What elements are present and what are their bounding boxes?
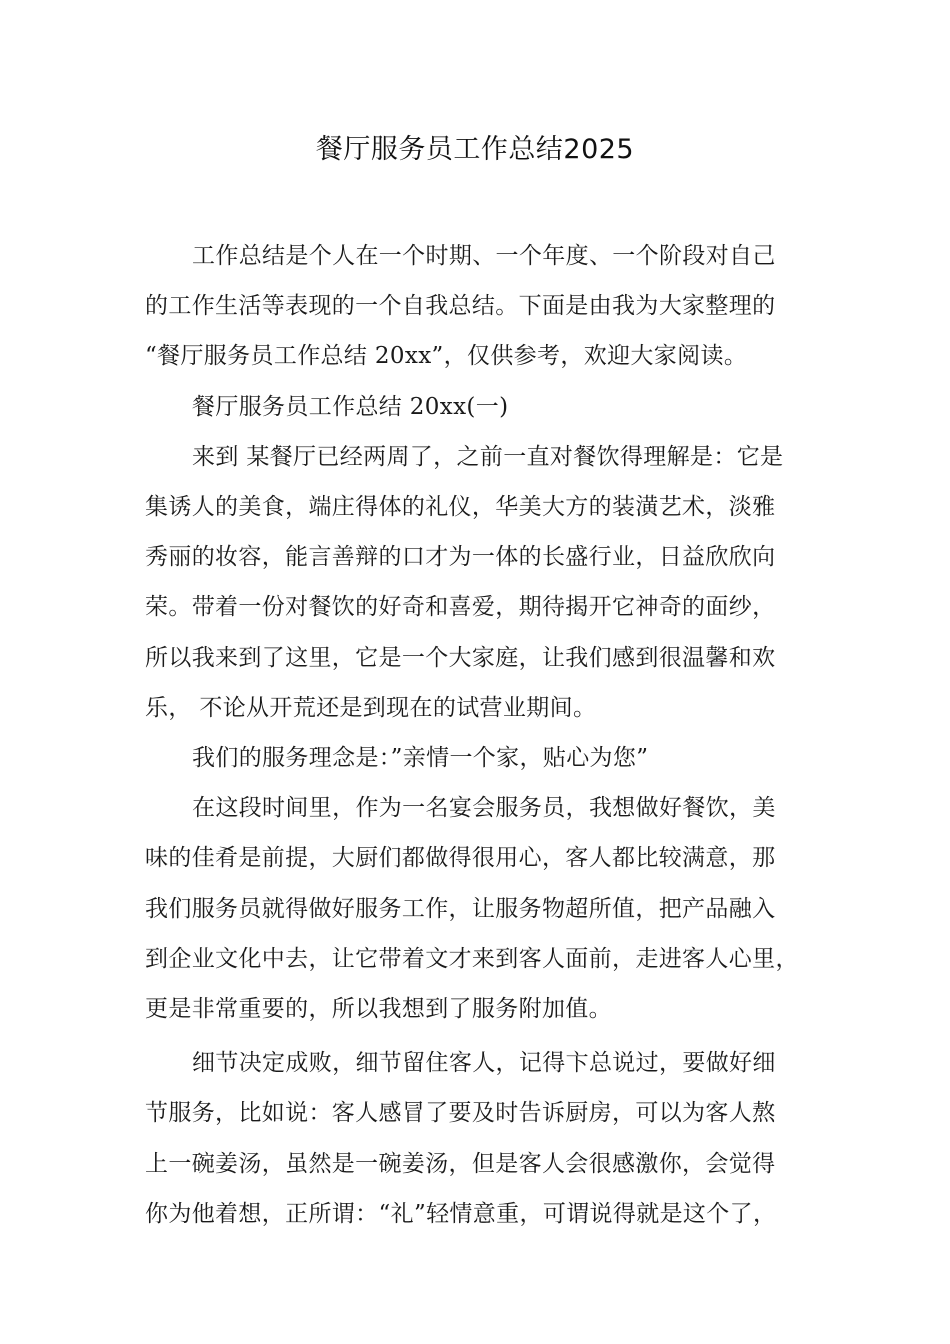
text-line: 秀丽的妆容，能言善辩的口才为一体的长盛行业，日益欣欣向 [145,544,776,571]
section-heading [145,382,825,432]
text-line: 来到 某餐厅已经两周了，之前一直对餐饮得理解是：它是 [192,443,784,470]
page-title: 餐厅服务员工作总结2025 [315,134,635,165]
text-line: 更是非常重要的，所以我想到了服务附加值。 [145,996,612,1023]
text-line: 节服务，比如说：客人感冒了要及时告诉厨房，可以为客人熬 [145,1100,776,1127]
paragraph-service [145,783,825,1034]
paragraph-details [145,1038,825,1239]
text-line: 味的佳肴是前提，大厨们都做得很用心，客人都比较满意，那 [145,845,776,872]
document-body [145,231,825,1239]
text-line: 餐厅服务员工作总结 20xx(一) [192,393,509,420]
paragraph-arrival [145,432,825,733]
text-line: 你为他着想，正所谓：“礼”轻情意重，可谓说得就是这个了， [145,1200,777,1227]
text-line: 集诱人的美食，端庄得体的礼仪，华美大方的装潢艺术，淡雅 [145,494,776,521]
text-line: 工作总结是个人在一个时期、一个年度、一个阶段对自己 [192,243,776,269]
text-line: “餐厅服务员工作总结 20xx”，仅供参考，欢迎大家阅读。 [145,343,748,370]
text-line: 我们服务员就得做好服务工作，让服务物超所值，把产品融入 [145,895,776,922]
paragraph-intro [145,231,825,382]
text-line: 乐， 不论从开荒还是到现在的试营业期间。 [145,694,597,721]
text-line: 在这段时间里，作为一名宴会服务员，我想做好餐饮，美 [192,795,776,822]
paragraph-philosophy [145,733,825,783]
text-line: 荣。带着一份对餐饮的好奇和喜爱，期待揭开它神奇的面纱， [145,594,776,621]
text-line: 所以我来到了这里，它是一个大家庭，让我们感到很温馨和欢 [145,644,776,671]
text-line: 细节决定成败，细节留住客人，记得卞总说过，要做好细 [192,1050,776,1077]
text-line: 的工作生活等表现的一个自我总结。下面是由我为大家整理的 [145,293,776,320]
text-line: 到企业文化中去，让它带着文才来到客人面前，走进客人心里， [145,945,799,972]
text-line: 上一碗姜汤，虽然是一碗姜汤，但是客人会很感激你，会觉得 [145,1150,776,1177]
text-line: 我们的服务理念是：”亲情一个家，贴心为您” [192,745,649,772]
